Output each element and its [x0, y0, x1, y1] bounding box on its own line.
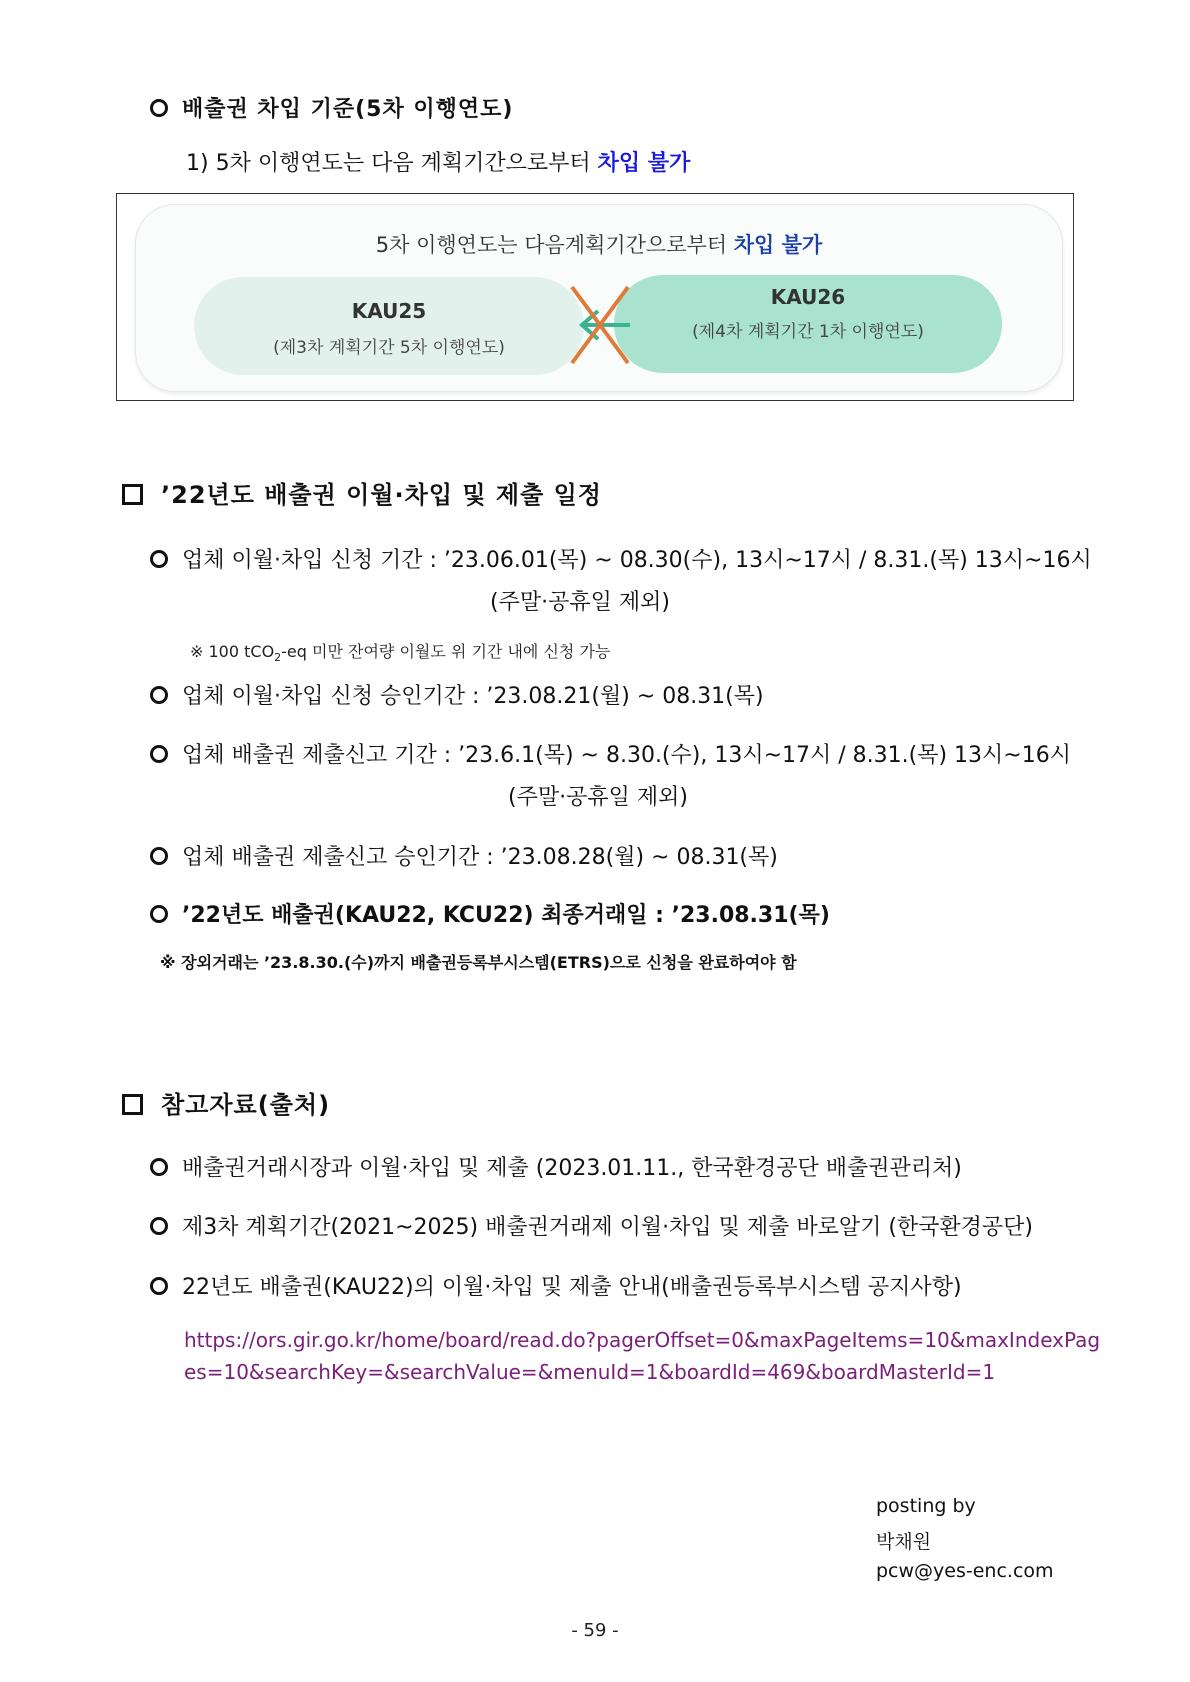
circle-bullet-icon	[150, 686, 168, 704]
square-bullet-icon	[122, 1094, 143, 1115]
blocked-arrow-icon	[564, 277, 636, 373]
circle-bullet-icon	[150, 550, 168, 568]
schedule-note-2: ※ 장외거래는 ’23.8.30.(수)까지 배출권등록부시스템(ETRS)으로 신청을 완료하여야 함	[160, 953, 797, 972]
reference-link-line2[interactable]: es=10&searchKey=&searchValue=&menuId=1&boardId=469&boardMasterId=1	[184, 1360, 996, 1384]
diagram-panel	[135, 204, 1063, 392]
schedule-item-3: 업체 배출권 제출신고 기간 : ’23.6.1(목) ~ 8.30.(수), 13시~17시 / 8.31.(목) 13시~16시	[150, 738, 1071, 769]
circle-bullet-icon	[150, 847, 168, 865]
reference-item-2: 제3차 계획기간(2021~2025) 배출권거래제 이월·차입 및 제출 바로알기 (한국환경공단)	[150, 1210, 1033, 1241]
author-name: 박채원	[876, 1531, 932, 1553]
circle-bullet-icon	[150, 745, 168, 763]
reference-item-3: 22년도 배출권(KAU22)의 이월·차입 및 제출 안내(배출권등록부시스템 공지사항)	[150, 1270, 962, 1301]
schedule-item-1-note: (주말·공휴일 제외)	[490, 590, 670, 615]
circle-bullet-icon	[150, 1158, 168, 1176]
schedule-item-3-note: (주말·공휴일 제외)	[508, 785, 688, 810]
kau26-label: KAU26	[770, 285, 846, 309]
borrowing-diagram	[116, 193, 1074, 401]
kau25-sub: (제3차 계획기간 5차 이행연도)	[273, 338, 505, 358]
section3-heading: 참고자료(출처)	[122, 1085, 330, 1120]
reference-item-1: 배출권거래시장과 이월·차입 및 제출 (2023.01.11., 한국환경공단 배출권관리처)	[150, 1151, 962, 1182]
emphasis-text: 차입 불가	[597, 151, 691, 176]
circle-bullet-icon	[150, 1277, 168, 1295]
section2-heading: ’22년도 배출권 이월·차입 및 제출 일정	[122, 475, 602, 510]
schedule-item-1: 업체 이월·차입 신청 기간 : ’23.06.01(목) ~ 08.30(수), 13시~17시 / 8.31.(목) 13시~16시	[150, 543, 1092, 574]
schedule-item-5: ’22년도 배출권(KAU22, KCU22) 최종거래일 : ’23.08.31(목)	[150, 898, 830, 929]
posting-by-label: posting by	[876, 1495, 976, 1517]
schedule-item-4: 업체 배출권 제출신고 승인기간 : ’23.08.28(월) ~ 08.31(목)	[150, 840, 778, 871]
page-number: - 59 -	[571, 1620, 619, 1641]
diagram-title: 5차 이행연도는 다음계획기간으로부터 차입 불가	[375, 233, 823, 257]
square-bullet-icon	[122, 484, 143, 505]
author-email: pcw@yes-enc.com	[876, 1560, 1054, 1582]
reference-link-line1[interactable]: https://ors.gir.go.kr/home/board/read.do?pagerOffset=0&maxPageItems=10&maxIndexPag	[184, 1328, 1101, 1352]
kau26-sub: (제4차 계획기간 1차 이행연도)	[692, 322, 924, 342]
schedule-note-1: ※ 100 tCO$_2$-eq 미만 잔여량 이월도 위 기간 내에 신청 가능	[190, 642, 611, 665]
schedule-item-2: 업체 이월·차입 신청 승인기간 : ’23.08.21(월) ~ 08.31(목)	[150, 679, 764, 710]
section1-item1: 1) 5차 이행연도는 다음 계획기간으로부터 차입 불가	[186, 151, 691, 176]
kau25-pill	[194, 277, 584, 375]
circle-bullet-icon	[150, 99, 168, 117]
kau25-label: KAU25	[351, 299, 427, 323]
section1-heading: 배출권 차입 기준(5차 이행연도)	[150, 92, 513, 123]
circle-bullet-icon	[150, 905, 168, 923]
circle-bullet-icon	[150, 1217, 168, 1235]
kau26-pill	[614, 275, 1002, 373]
